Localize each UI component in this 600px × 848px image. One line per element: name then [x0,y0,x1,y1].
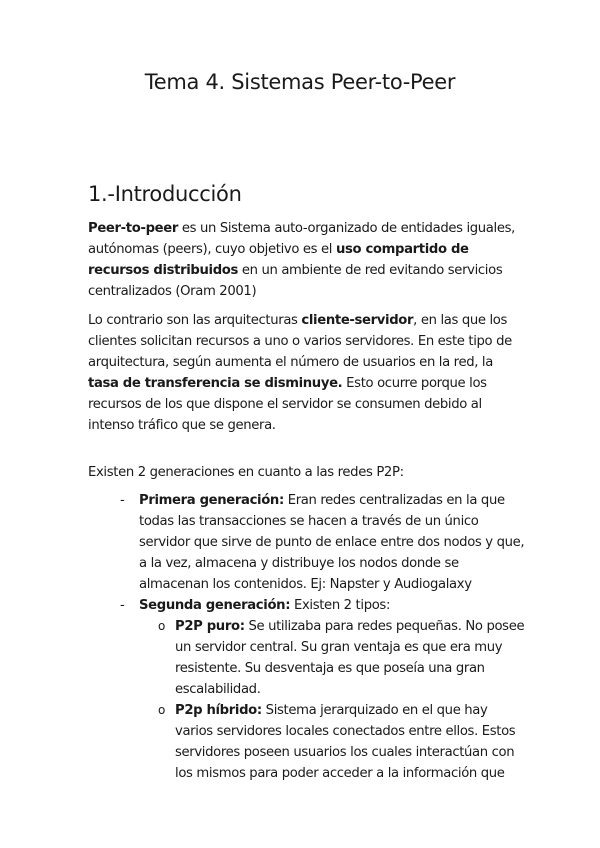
list-item-first-generation [88,490,528,595]
bold-term: Primera generación: [139,493,284,508]
list-item-text: Eran redes centralizadas en la que todas las transacciones se hacen a través de un único servidor que sirve de punto de enlace entre dos nodos y que, a la vez, almacena y distribuye los nodos donde se almacenan los contenidos. Ej: Napster y Audiogalaxy [139,493,525,592]
bold-term: Peer-to-peer [88,221,178,236]
paragraph-text: Existen 2 generaciones en cuanto a las redes P2P: [88,465,404,480]
list-item-text: Existen 2 tipos: [290,598,391,613]
paragraph-generations [88,462,520,483]
bold-term: uso compartido de recursos distribuidos [88,242,469,278]
circle-bullet: o [158,703,165,717]
bold-term: cliente-servidor [301,313,414,328]
bold-term: tasa de transferencia se disminuye. [88,376,343,391]
page-title: Tema 4. Sistemas Peer-to-Peer [144,70,456,94]
paragraph-text: , en las que los clientes solicitan recursos a uno o varios servidores. En este tipo de arquitectura, según aumenta el número de usuarios en la red, la [88,313,512,370]
list-item-p2p-hibrido [139,700,528,784]
list-item-text: Se utilizaba para redes pequeñas. No posee un servidor central. Su gran ventaja es que era muy resistente. Su desventaja es que poseía una gran escalabilidad. [175,619,525,697]
bold-term: P2P puro: [175,619,245,634]
paragraph-text: es un Sistema auto-organizado de entidades iguales, autónomas (peers), cuyo objetivo es el [88,221,515,257]
dash-bullet: - [120,493,125,508]
section-heading: 1.-Introducción [88,182,242,206]
list-item-second-generation [88,595,528,784]
list-item-p2p-puro [139,616,528,700]
list-item-text: Sistema jerarquizado en el que hay varios servidores locales conectados entre ellos. Estos servidores poseen usuarios los cuales interactúan con los mismos para poder acceder a la información que [175,703,516,781]
bold-term: Segunda generación: [139,598,291,613]
paragraph-text: en un ambiente de red evitando servicios centralizados (Oram 2001) [88,263,503,299]
second-generation-types-list [139,616,528,784]
paragraph-text: Lo contrario son las arquitecturas [88,313,302,328]
paragraph-client-server [88,310,520,436]
bold-term: P2p híbrido: [175,703,262,718]
paragraph-definition [88,218,520,302]
paragraph-text: Esto ocurre porque los recursos de los que dispone el servidor se consumen debido al intenso tráfico que se genera. [88,376,487,433]
circle-bullet: o [158,619,165,633]
dash-bullet: - [120,598,125,613]
generations-list [88,490,528,784]
